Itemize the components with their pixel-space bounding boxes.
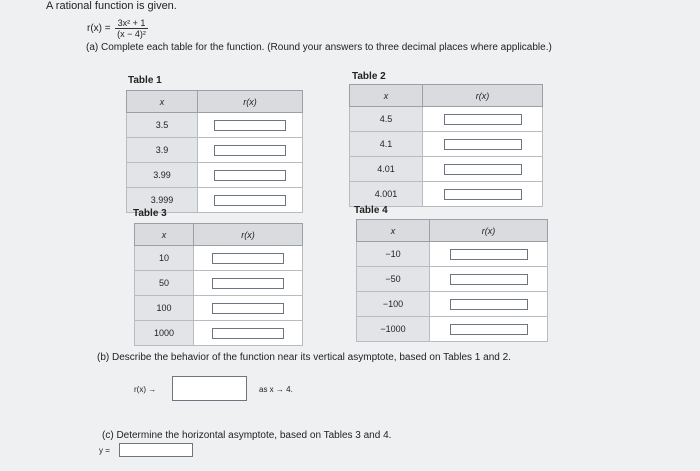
table2-r-input[interactable] — [444, 139, 522, 150]
table-row — [127, 163, 303, 188]
table2-title: Table 2 — [352, 71, 386, 82]
table1-r-input[interactable] — [214, 145, 286, 156]
table4-r-input[interactable] — [450, 249, 528, 260]
table-row — [350, 182, 543, 207]
table3-r-input[interactable] — [212, 328, 284, 339]
table-row — [135, 271, 303, 296]
table4-x-value: −10 — [357, 242, 430, 267]
table4-r-header: r(x) — [430, 220, 548, 242]
table3-x-value: 10 — [135, 246, 194, 271]
table-row — [127, 138, 303, 163]
function-numerator: 3x² + 1 — [115, 18, 149, 29]
function-lhs: r(x) = — [87, 23, 111, 34]
table1-r-header: r(x) — [198, 91, 303, 113]
table-row — [357, 317, 548, 342]
table4-r-input[interactable] — [450, 274, 528, 285]
table2-r-input[interactable] — [444, 164, 522, 175]
table3-x-header: x — [135, 224, 194, 246]
table-4 — [356, 219, 548, 342]
table1-x-value: 3.9 — [127, 138, 198, 163]
part-b-suffix: as x → 4. — [259, 385, 293, 394]
table1-x-value: 3.99 — [127, 163, 198, 188]
table3-r-input[interactable] — [212, 253, 284, 264]
table4-x-value: −100 — [357, 292, 430, 317]
table3-r-header: r(x) — [194, 224, 303, 246]
table-row — [350, 132, 543, 157]
table1-r-input[interactable] — [214, 195, 286, 206]
table2-x-value: 4.5 — [350, 107, 423, 132]
table1-title: Table 1 — [128, 75, 162, 86]
table4-x-value: −50 — [357, 267, 430, 292]
table4-r-input[interactable] — [450, 299, 528, 310]
table-2 — [349, 84, 543, 207]
function-definition — [87, 18, 148, 39]
table3-r-input[interactable] — [212, 278, 284, 289]
table1-x-value: 3.999 — [127, 188, 198, 213]
part-b-question: (b) Describe the behavior of the function near its vertical asymptote, based on Tables 1 and 2. — [97, 352, 511, 363]
table4-x-header: x — [357, 220, 430, 242]
table3-title: Table 3 — [133, 208, 167, 219]
part-b-lhs: r(x) → — [134, 385, 157, 394]
table4-x-value: −1000 — [357, 317, 430, 342]
table1-x-value: 3.5 — [127, 113, 198, 138]
part-c-lhs: y = — [99, 446, 110, 455]
table-row — [127, 113, 303, 138]
table1-r-input[interactable] — [214, 120, 286, 131]
table2-r-header: r(x) — [423, 85, 543, 107]
table2-x-value: 4.001 — [350, 182, 423, 207]
table4-r-input[interactable] — [450, 324, 528, 335]
part-c-question: (c) Determine the horizontal asymptote, based on Tables 3 and 4. — [102, 430, 392, 441]
table4-title: Table 4 — [354, 205, 388, 216]
part-b-answer-input[interactable] — [172, 376, 247, 401]
table3-x-value: 50 — [135, 271, 194, 296]
table-row — [357, 292, 548, 317]
table3-x-value: 100 — [135, 296, 194, 321]
table2-r-input[interactable] — [444, 114, 522, 125]
table3-x-value: 1000 — [135, 321, 194, 346]
part-a-instruction: (a) Complete each table for the function. (Round your answers to three decimal places where applicable.) — [86, 42, 552, 53]
table-row — [135, 296, 303, 321]
table-row — [357, 267, 548, 292]
table2-x-header: x — [350, 85, 423, 107]
table1-x-header: x — [127, 91, 198, 113]
table-3 — [134, 223, 303, 346]
table-row — [135, 246, 303, 271]
table2-r-input[interactable] — [444, 189, 522, 200]
function-denominator: (x − 4)² — [117, 29, 146, 39]
table2-x-value: 4.01 — [350, 157, 423, 182]
table-row — [350, 157, 543, 182]
table1-r-input[interactable] — [214, 170, 286, 181]
table2-x-value: 4.1 — [350, 132, 423, 157]
table-row — [135, 321, 303, 346]
table-row — [357, 242, 548, 267]
table-row — [350, 107, 543, 132]
problem-intro: A rational function is given. — [46, 0, 177, 12]
table-1 — [126, 90, 303, 213]
table3-r-input[interactable] — [212, 303, 284, 314]
function-fraction — [115, 18, 149, 39]
part-c-answer-input[interactable] — [119, 443, 193, 457]
